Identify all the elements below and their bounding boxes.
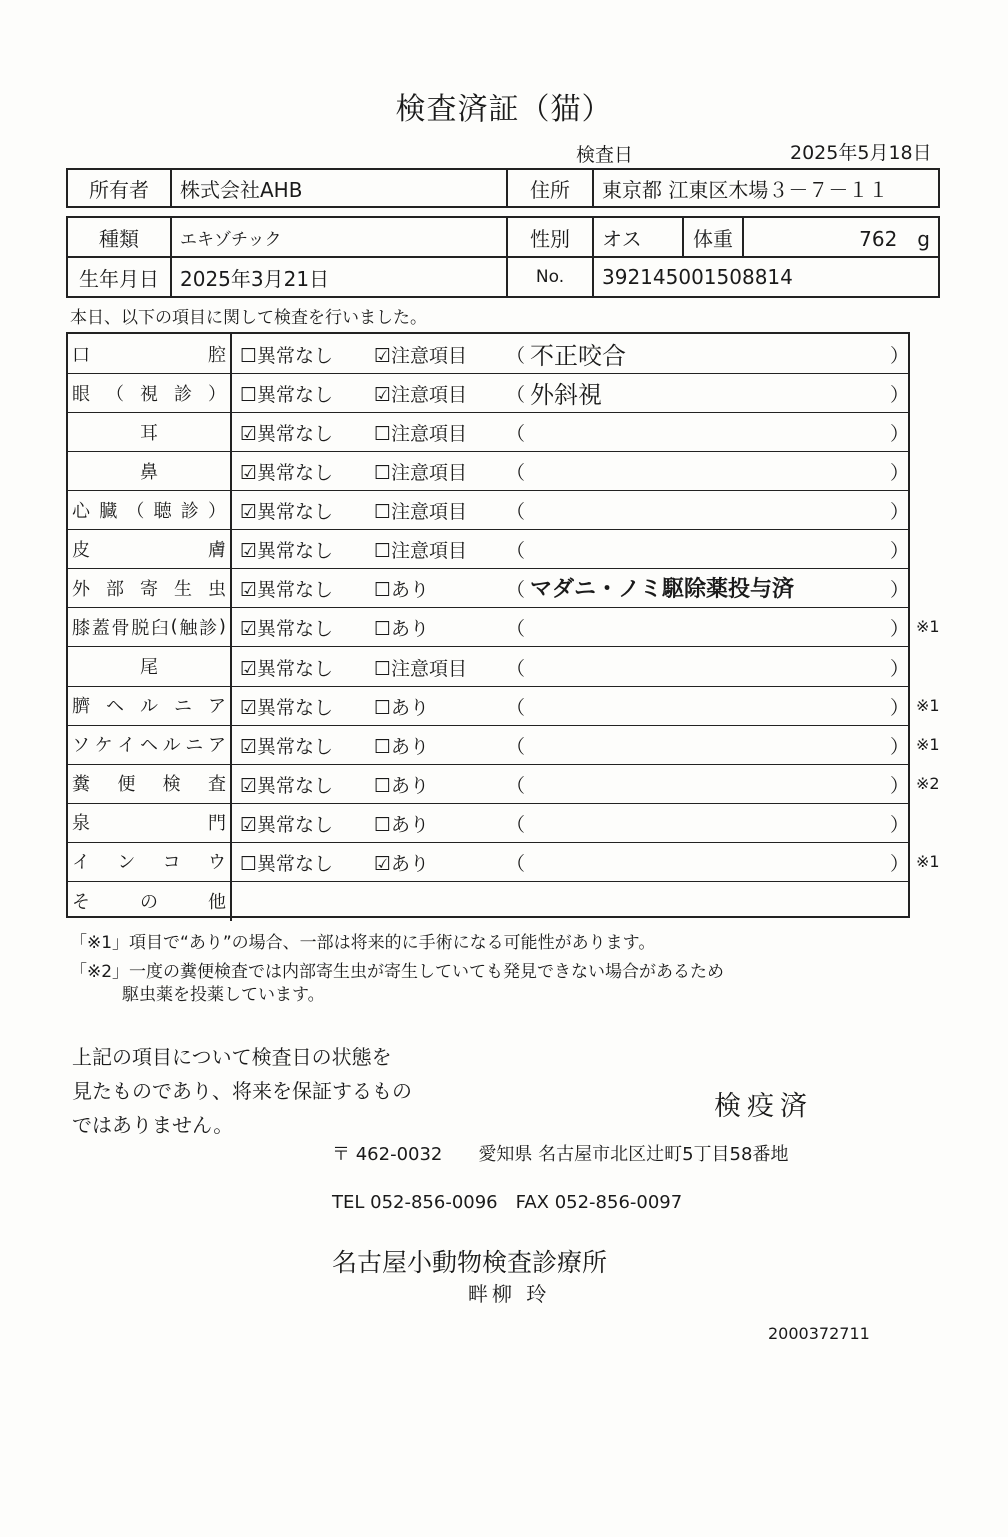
finding-checkbox[interactable]: ☐あり <box>374 735 430 758</box>
intro-text: 本日、以下の項目に関して検査を行いました。 <box>70 308 427 328</box>
paren-close: ） <box>890 540 910 563</box>
paren-close: ） <box>890 618 910 641</box>
paren-close: ） <box>890 813 910 836</box>
normal-checkbox[interactable]: ☑異常なし <box>240 696 334 719</box>
birth-value: 2025年3月21日 <box>171 257 507 297</box>
normal-checkbox[interactable]: ☑異常なし <box>240 501 334 524</box>
weight-label: 体重 <box>683 217 743 257</box>
paren-open: （ <box>506 774 526 797</box>
paren-open: （ <box>506 579 526 602</box>
doctor-name: 畔柳 玲 <box>468 1282 551 1306</box>
paren-close: ） <box>890 579 910 602</box>
exam-item-label: 外 部 寄 生 虫 <box>68 568 232 607</box>
paren-open: （ <box>506 462 526 485</box>
normal-checkbox[interactable]: ☑異常なし <box>240 462 334 485</box>
paren-open: （ <box>506 852 526 875</box>
pet-info-table <box>66 216 940 298</box>
inspection-date-label: 検査日 <box>576 144 634 166</box>
no-label: No. <box>507 257 593 297</box>
sex-label: 性別 <box>507 217 593 257</box>
finding-checkbox[interactable]: ☐注意項目 <box>374 657 468 680</box>
normal-checkbox[interactable]: ☑異常なし <box>240 657 334 680</box>
exam-item-label: 糞 便 検 査 <box>68 764 232 803</box>
exam-item-label: 泉 門 <box>68 803 232 842</box>
exam-item-label: 眼 （ 視 診 ） <box>68 373 232 412</box>
paren-close: ） <box>890 735 910 758</box>
address-value: 東京都 江東区木場３－７－１１ <box>593 169 939 207</box>
finding-checkbox[interactable]: ☐注意項目 <box>374 462 468 485</box>
normal-checkbox[interactable]: ☐異常なし <box>240 345 334 367</box>
paren-close: ） <box>890 423 910 446</box>
exam-item-label: そ の 他 <box>68 881 232 921</box>
normal-checkbox[interactable]: ☑異常なし <box>240 540 334 563</box>
disclaimer <box>72 1040 412 1142</box>
paren-open: （ <box>506 735 526 758</box>
finding-checkbox[interactable]: ☐あり <box>374 813 430 836</box>
finding-checkbox[interactable]: ☐注意項目 <box>374 501 468 524</box>
normal-checkbox[interactable]: ☑異常なし <box>240 618 334 641</box>
species-label: 種類 <box>67 217 171 257</box>
exam-row <box>68 764 940 804</box>
exam-row <box>68 842 940 882</box>
finding-checkbox[interactable]: ☐あり <box>374 618 430 641</box>
document-title: 検査済証（猫） <box>395 92 613 127</box>
normal-checkbox[interactable]: ☑異常なし <box>240 423 334 446</box>
normal-checkbox[interactable]: ☑異常なし <box>240 579 334 602</box>
clinic-name: 名古屋小動物検査診療所 <box>332 1248 608 1277</box>
owner-value: 株式会社AHB <box>171 169 507 207</box>
paren-open: （ <box>506 618 526 641</box>
sex-value: オス <box>593 217 683 257</box>
clinic-address: 〒 462-0032 愛知県 名古屋市北区辻町5丁目58番地 <box>332 1144 789 1165</box>
finding-checkbox[interactable]: ☐あり <box>374 579 430 602</box>
finding-checkbox[interactable]: ☐あり <box>374 696 430 719</box>
footnote-1: 「※1」項目で“あり”の場合、一部は将来的に手術になる可能性があります。 <box>70 933 656 953</box>
exam-note: 不正咬合 <box>530 342 626 370</box>
finding-checkbox[interactable]: ☐あり <box>374 774 430 797</box>
exam-row <box>68 647 908 687</box>
exam-row <box>68 881 908 921</box>
exam-row <box>68 803 908 843</box>
finding-checkbox[interactable]: ☑注意項目 <box>374 345 468 367</box>
paren-close: ） <box>890 384 910 407</box>
normal-checkbox[interactable]: ☑異常なし <box>240 813 334 836</box>
owner-table <box>66 168 940 208</box>
exam-row <box>68 334 908 374</box>
finding-checkbox[interactable]: ☑あり <box>374 852 430 875</box>
address-label: 住所 <box>507 169 593 207</box>
footnote-2-cont: 駆虫薬を投薬しています。 <box>122 985 325 1005</box>
paren-close: ） <box>890 462 910 485</box>
exam-item-label: 尾 <box>68 647 232 686</box>
finding-checkbox[interactable]: ☑注意項目 <box>374 384 468 407</box>
inspection-date: 2025年5月18日 <box>790 142 932 164</box>
paren-open: （ <box>506 501 526 524</box>
finding-checkbox[interactable]: ☐注意項目 <box>374 540 468 563</box>
normal-checkbox[interactable]: ☑異常なし <box>240 774 334 797</box>
exam-note: マダニ・ノミ駆除薬投与済 <box>530 577 795 603</box>
footnote-mark: ※1 <box>916 851 940 871</box>
disclaimer-line-2: 見たものであり、将来を保証するもの <box>72 1079 412 1103</box>
exam-item-label: 鼻 <box>68 451 232 490</box>
paren-close: ） <box>890 345 910 367</box>
footnote-mark: ※2 <box>916 773 940 793</box>
finding-checkbox[interactable]: ☐注意項目 <box>374 423 468 446</box>
paren-open: （ <box>506 696 526 719</box>
disclaimer-line-3: ではありません。 <box>72 1113 234 1137</box>
paren-open: （ <box>506 384 526 407</box>
species-value: エキゾチック <box>171 217 507 257</box>
exam-row <box>68 568 908 608</box>
exam-item-label: 耳 <box>68 412 232 451</box>
serial-number: 2000372711 <box>768 1324 870 1343</box>
birth-label: 生年月日 <box>67 257 171 297</box>
paren-open: （ <box>506 813 526 836</box>
exam-row <box>68 373 908 413</box>
footnote-2: 「※2」一度の糞便検査では内部寄生虫が寄生していても発見できない場合があるため <box>70 962 725 982</box>
owner-label: 所有者 <box>67 169 171 207</box>
paren-close: ） <box>890 852 910 875</box>
exam-note: 外斜視 <box>530 381 602 410</box>
exam-item-label: イ ン コ ウ <box>68 842 232 881</box>
normal-checkbox[interactable]: ☑異常なし <box>240 735 334 758</box>
paren-close: ） <box>890 501 910 524</box>
paren-close: ） <box>890 657 910 680</box>
paren-open: （ <box>506 423 526 446</box>
exam-row <box>68 490 908 530</box>
paren-close: ） <box>890 696 910 719</box>
paren-open: （ <box>506 345 526 367</box>
paren-open: （ <box>506 657 526 680</box>
exam-item-label: 臍 ヘ ル ニ ア <box>68 686 232 725</box>
exam-row <box>68 529 908 569</box>
exam-row <box>68 412 908 452</box>
exam-row <box>68 686 940 726</box>
exam-row <box>68 607 940 647</box>
exam-item-label: 口 腔 <box>68 334 232 373</box>
footnote-mark: ※1 <box>916 695 940 715</box>
exam-table <box>66 332 940 918</box>
paren-close: ） <box>890 774 910 797</box>
no-value: 392145001508814 <box>593 257 939 297</box>
normal-checkbox[interactable]: ☐異常なし <box>240 852 334 875</box>
quarantine-stamp: 検疫済 <box>714 1091 813 1122</box>
footnote-mark: ※1 <box>916 617 940 637</box>
disclaimer-line-1: 上記の項目について検査日の状態を <box>72 1045 392 1069</box>
normal-checkbox[interactable]: ☐異常なし <box>240 384 334 407</box>
exam-row <box>68 725 940 765</box>
exam-item-label: 膝 蓋 骨 脱 臼 ( 触 診 ) <box>68 607 232 646</box>
exam-item-label: 皮 膚 <box>68 529 232 568</box>
footnote-mark: ※1 <box>916 734 940 754</box>
paren-open: （ <box>506 540 526 563</box>
exam-item-label: 心 臓 （ 聴 診 ） <box>68 490 232 529</box>
exam-row <box>68 451 908 491</box>
weight-value: 762 g <box>743 217 939 257</box>
clinic-phone: TEL 052-856-0096 FAX 052-856-0097 <box>332 1192 683 1213</box>
exam-item-label: ソ ケ イ ヘ ル ニ ア <box>68 725 232 764</box>
